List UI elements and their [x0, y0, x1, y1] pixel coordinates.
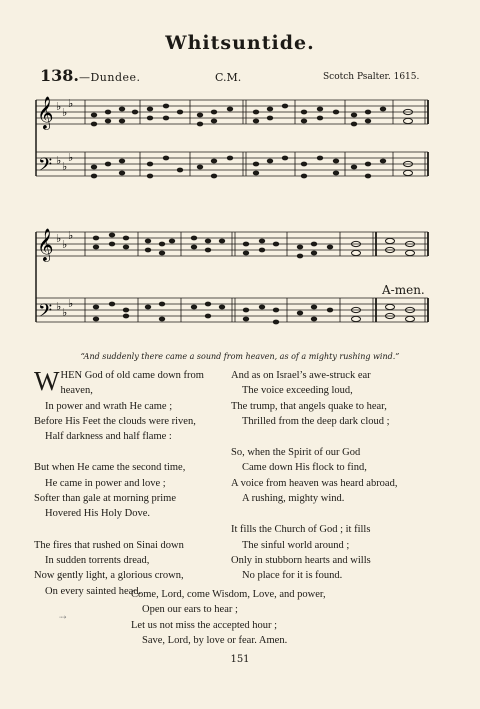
hymn-number-and-tune	[40, 66, 141, 85]
svg-text:♭: ♭	[56, 300, 62, 313]
verse-line: Come, Lord, come Wisdom, Love, and power,	[131, 589, 326, 600]
verse-line: No place for it is found.	[242, 570, 343, 582]
svg-text:♭: ♭	[56, 154, 62, 167]
verse-line: Let us not miss the accepted hour ;	[131, 619, 278, 631]
verse-line: Hovered His Holy Dove.	[45, 508, 150, 520]
verse-line: Came down His flock to find,	[242, 462, 367, 474]
tune-name: —Dundee.	[78, 71, 141, 84]
verse-7	[131, 587, 431, 648]
music-system-1	[0, 88, 480, 198]
verse-line: The sinful world around ;	[242, 539, 350, 551]
left-column	[34, 368, 234, 599]
meter: C.M.	[215, 71, 242, 84]
hymn-number: 138.	[40, 66, 79, 85]
svg-text:𝄞: 𝄞	[37, 96, 54, 129]
svg-text:♭: ♭	[68, 151, 74, 164]
svg-text:♭: ♭	[68, 229, 74, 242]
verse-line: Save, Lord, by love or fear. Amen.	[142, 634, 288, 646]
svg-text:♭: ♭	[62, 238, 68, 251]
verse-line: Only in stubborn hearts and wills	[231, 554, 371, 566]
verse-line: The trump, that angels quake to hear,	[231, 400, 387, 412]
verse-5	[231, 445, 446, 506]
verse-4	[231, 368, 446, 429]
verse-line: And as on Israel’s awe-struck ear	[231, 370, 371, 381]
verse-line: A voice from heaven was heard abroad,	[231, 477, 398, 489]
verse-line: He came in power and love ;	[45, 477, 166, 489]
verse-2	[34, 460, 234, 521]
svg-text:♭: ♭	[68, 97, 74, 110]
verse-line: In power and wrath He came ;	[45, 400, 173, 412]
verse-line: HEN God of old came down from	[60, 370, 204, 381]
music-system-2	[0, 222, 480, 332]
page-heading: Whitsuntide.	[165, 32, 315, 54]
svg-text:♭: ♭	[62, 106, 68, 119]
tune-source: Scotch Psalter. 1615.	[323, 72, 420, 82]
verse-line: heaven,	[60, 385, 93, 397]
epigraph: “And suddenly there came a sound from heaven, as of a mighty rushing wind.”	[80, 352, 400, 361]
amen-label: A-men.	[382, 283, 425, 297]
verse-line: So, when the Spirit of our God	[231, 447, 361, 459]
svg-text:𝄢: 𝄢	[38, 301, 53, 326]
verse-line: In sudden torrents dread,	[45, 554, 150, 566]
verse-line: On every sainted head.	[45, 585, 142, 597]
svg-text:♭: ♭	[56, 100, 62, 113]
svg-text:♭: ♭	[62, 160, 68, 173]
svg-text:♭: ♭	[62, 306, 68, 319]
verse-line: Before His Feet the clouds were riven,	[34, 415, 196, 427]
svg-text:𝄢: 𝄢	[38, 155, 53, 180]
page-number: 151	[230, 654, 250, 665]
drop-cap: W	[34, 366, 60, 396]
verse-line: The voice exceeding loud,	[242, 385, 353, 397]
verse-1	[34, 368, 234, 444]
svg-text:𝄞: 𝄞	[37, 228, 54, 261]
verse-line: The fires that rushed on Sinai down	[34, 539, 184, 551]
verse-line: Softer than gale at morning prime	[34, 493, 177, 505]
right-column	[231, 368, 446, 584]
verse-line: A rushing, mighty wind.	[242, 493, 345, 505]
verse-6	[231, 522, 446, 583]
svg-text:♭: ♭	[56, 232, 62, 245]
verse-line: It fills the Church of God ; it fills	[231, 524, 371, 536]
verse-line: Open our ears to hear ;	[142, 604, 238, 616]
printer-mark-icon: ⇢	[59, 613, 67, 623]
svg-text:♭: ♭	[68, 297, 74, 310]
verse-line: But when He came the second time,	[34, 462, 186, 474]
verse-line: Thrilled from the deep dark cloud ;	[242, 415, 390, 427]
verse-line: Now gently light, a glorious crown,	[34, 570, 184, 582]
verse-line: Half darkness and half flame :	[45, 431, 172, 443]
